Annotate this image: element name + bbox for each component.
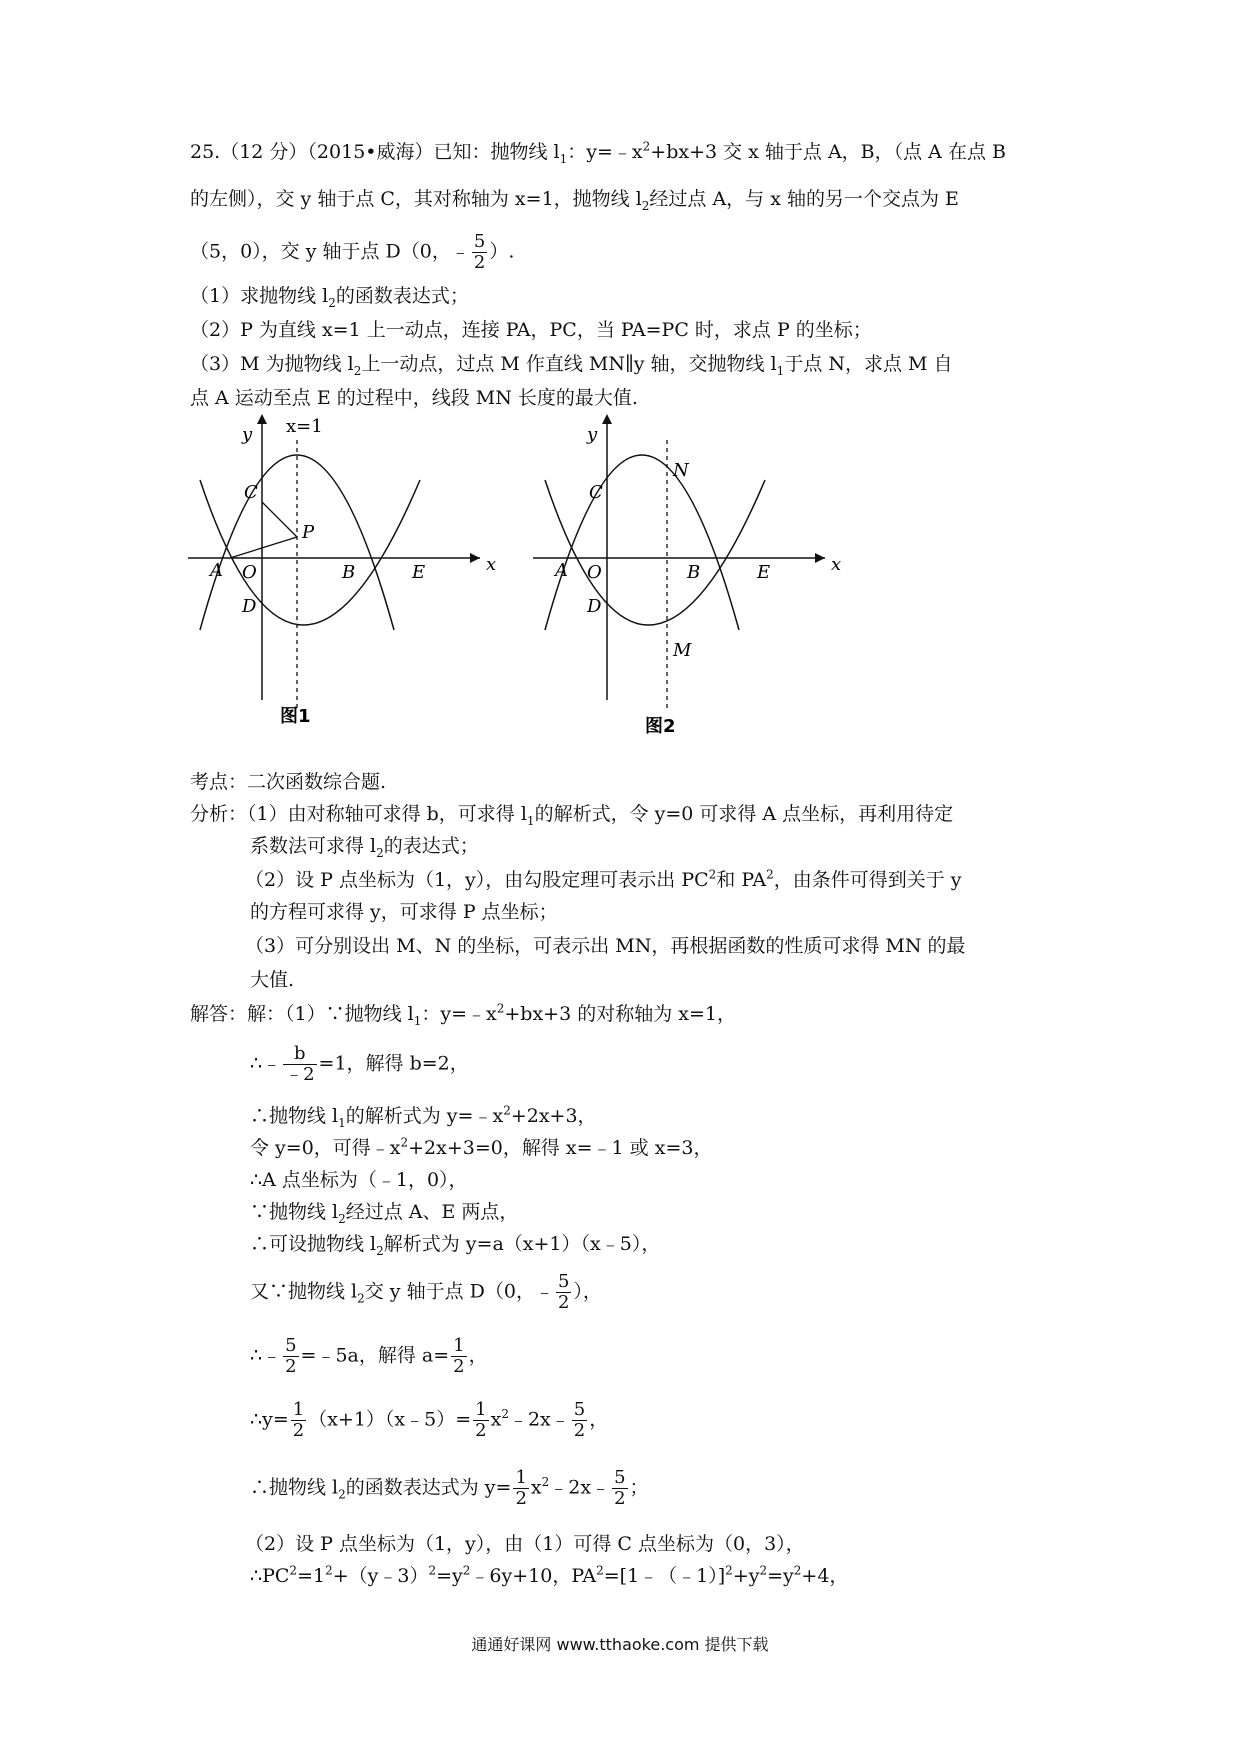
fraction-5-2: $\frac{5}{2}$	[557, 1271, 570, 1313]
fraction-5-2: $\frac{5}{2}$	[573, 1399, 586, 1441]
problem-line-3: （5，0），交 y 轴于点 D（0，﹣ $\frac{5}{2}$ ）.	[190, 231, 515, 273]
fraction-5-2: $\frac{5}{2}$	[614, 1467, 626, 1509]
fraction-5-2: $\frac{5}{2}$	[285, 1335, 297, 1377]
fraction-1-2: $\frac{1}{2}$	[292, 1399, 305, 1441]
solution-7: ∴可设抛物线 $l_2$解析式为 y=a（x+1）（x﹣5），	[250, 1233, 661, 1258]
fenxi-1-cont: 系数法可求得 $l_2$的表达式；	[250, 835, 479, 860]
question-3: （3）M 为抛物线 $l_2$上一动点，过点 M 作直线 MN∥y 轴，交抛物线 $l_1$于点 N，求点 M 自	[190, 353, 953, 378]
label-x: x	[486, 554, 497, 575]
solution-12: （2）设 P 点坐标为（1，y），由（1）可得 C 点坐标为（0，3），	[245, 1533, 805, 1555]
solution-4: 令 y=0，可得$﹣x^2+2x+3=0$，解得 x=﹣1 或 x=3，	[250, 1135, 713, 1159]
figure-1-svg	[180, 410, 510, 740]
label-P: P	[302, 522, 315, 543]
label-O: O	[242, 562, 257, 583]
solution-8: 又∵抛物线 $l_2$交 y 轴于点 D（0，﹣ $\frac{5}{2}$ ），	[250, 1271, 602, 1313]
label-x-eq-1: x=1	[286, 416, 323, 437]
label-B: B	[342, 562, 356, 583]
question-1: （1）求抛物线 $l_2$的函数表达式；	[190, 285, 469, 310]
problem-line-1: 25.（12 分）（2015•威海）已知：抛物线 $l_1$：$y=﹣x^2+bx+3$ 交 x 轴于点 A，B，（点 A 在点 B	[190, 139, 1006, 166]
label-C: C	[589, 482, 603, 503]
figure-2	[525, 410, 855, 740]
fenxi-1: 分析：（1）由对称轴可求得 b，可求得 $l_1$的解析式，令 y=0 可求得 A 点坐标，再利用待定	[190, 803, 954, 828]
fraction-5-2: $\frac{5}{2}$	[473, 231, 486, 273]
problem-line-2: 的左侧），交 y 轴于点 C，其对称轴为 x=1，抛物线 $l_2$经过点 A，与 x 轴的另一个交点为 E	[190, 188, 959, 213]
label-C: C	[244, 482, 258, 503]
solution-11: ∴抛物线 $l_2$的函数表达式为 y= $\frac{1}{2}$ $x^2﹣2x﹣$ $\frac{5}{2}$ ；	[250, 1467, 649, 1509]
fenxi-3-cont: 大值.	[250, 969, 295, 991]
label-x: x	[831, 554, 842, 575]
page-footer: 通通好课网 www.tthaoke.com 提供下载	[471, 1635, 769, 1654]
y-axis-arrow	[602, 414, 612, 424]
x-axis-arrow	[470, 553, 480, 563]
label-y: y	[242, 424, 253, 445]
fraction-b-over-neg2: $\frac{b}{﹣2}$	[285, 1043, 315, 1085]
label-A: A	[555, 560, 568, 581]
solution-3: ∴抛物线 $l_1$的解析式为 $y=﹣x^2+2x+3$，	[250, 1103, 597, 1130]
label-D: D	[242, 596, 257, 617]
label-E: E	[412, 562, 426, 583]
figure-2-svg	[525, 410, 855, 740]
label-A: A	[210, 560, 223, 581]
segment-pc	[262, 502, 297, 537]
solution-9: ∴﹣ $\frac{5}{2}$ =﹣5a，解得 a= $\frac{1}{2}$ ，	[250, 1335, 488, 1377]
solution-5: ∴A 点坐标为（﹣1，0），	[250, 1169, 468, 1191]
solution-10: ∴y= $\frac{1}{2}$ （x+1）（x﹣5）= $\frac{1}{2}$ $x^2﹣2x﹣$ $\frac{5}{2}$ ，	[250, 1399, 609, 1441]
parabola-l1	[545, 455, 739, 630]
x-axis-arrow	[815, 553, 825, 563]
question-3-cont: 点 A 运动至点 E 的过程中，线段 MN 长度的最大值.	[190, 387, 638, 409]
fenxi-2-cont: 的方程可求得 y，可求得 P 点坐标；	[250, 901, 558, 923]
label-O: O	[587, 562, 602, 583]
label-B: B	[687, 562, 701, 583]
solution-6: ∵抛物线 $l_2$经过点 A、E 两点，	[250, 1201, 519, 1226]
figure-1-caption: 图1	[280, 706, 311, 727]
label-E: E	[757, 562, 771, 583]
y-axis-arrow	[257, 414, 267, 424]
label-y: y	[587, 424, 598, 445]
label-N: N	[673, 460, 689, 481]
kaodian: 考点：二次函数综合题.	[190, 771, 387, 793]
label-M: M	[673, 640, 692, 661]
fraction-1-2: $\frac{1}{2}$	[515, 1467, 527, 1509]
solution-2: ∴﹣ $\frac{b}{﹣2}$ =1，解得 b=2，	[250, 1043, 469, 1085]
solution-13: $\therefore PC^2=1^2+(y﹣3)^2=y^2﹣6y+10$，$PA^2=[1﹣(﹣1)]^2+y^2=y^2+4$，	[250, 1563, 849, 1587]
fenxi-3: （3）可分别设出 M、N 的坐标，可表示出 MN，再根据函数的性质可求得 MN 的最	[245, 935, 966, 957]
solution-1: 解答：解：（1）∵抛物线 $l_1$：$y=﹣x^2+bx+3$ 的对称轴为 x=1，	[190, 1001, 736, 1028]
figure-2-caption: 图2	[645, 716, 676, 737]
label-D: D	[587, 596, 602, 617]
fraction-1-2: $\frac{1}{2}$	[453, 1335, 465, 1377]
question-2: （2）P 为直线 x=1 上一动点，连接 PA，PC，当 PA=PC 时，求点 P 的坐标；	[190, 319, 872, 341]
fenxi-2: （2）设 P 点坐标为（1，y），由勾股定理可表示出 $PC^2$和 $PA^2$，由条件可得到关于 y	[245, 867, 962, 891]
segment-pa	[230, 537, 297, 558]
figure-1	[180, 410, 510, 740]
fraction-1-2: $\frac{1}{2}$	[475, 1399, 487, 1441]
